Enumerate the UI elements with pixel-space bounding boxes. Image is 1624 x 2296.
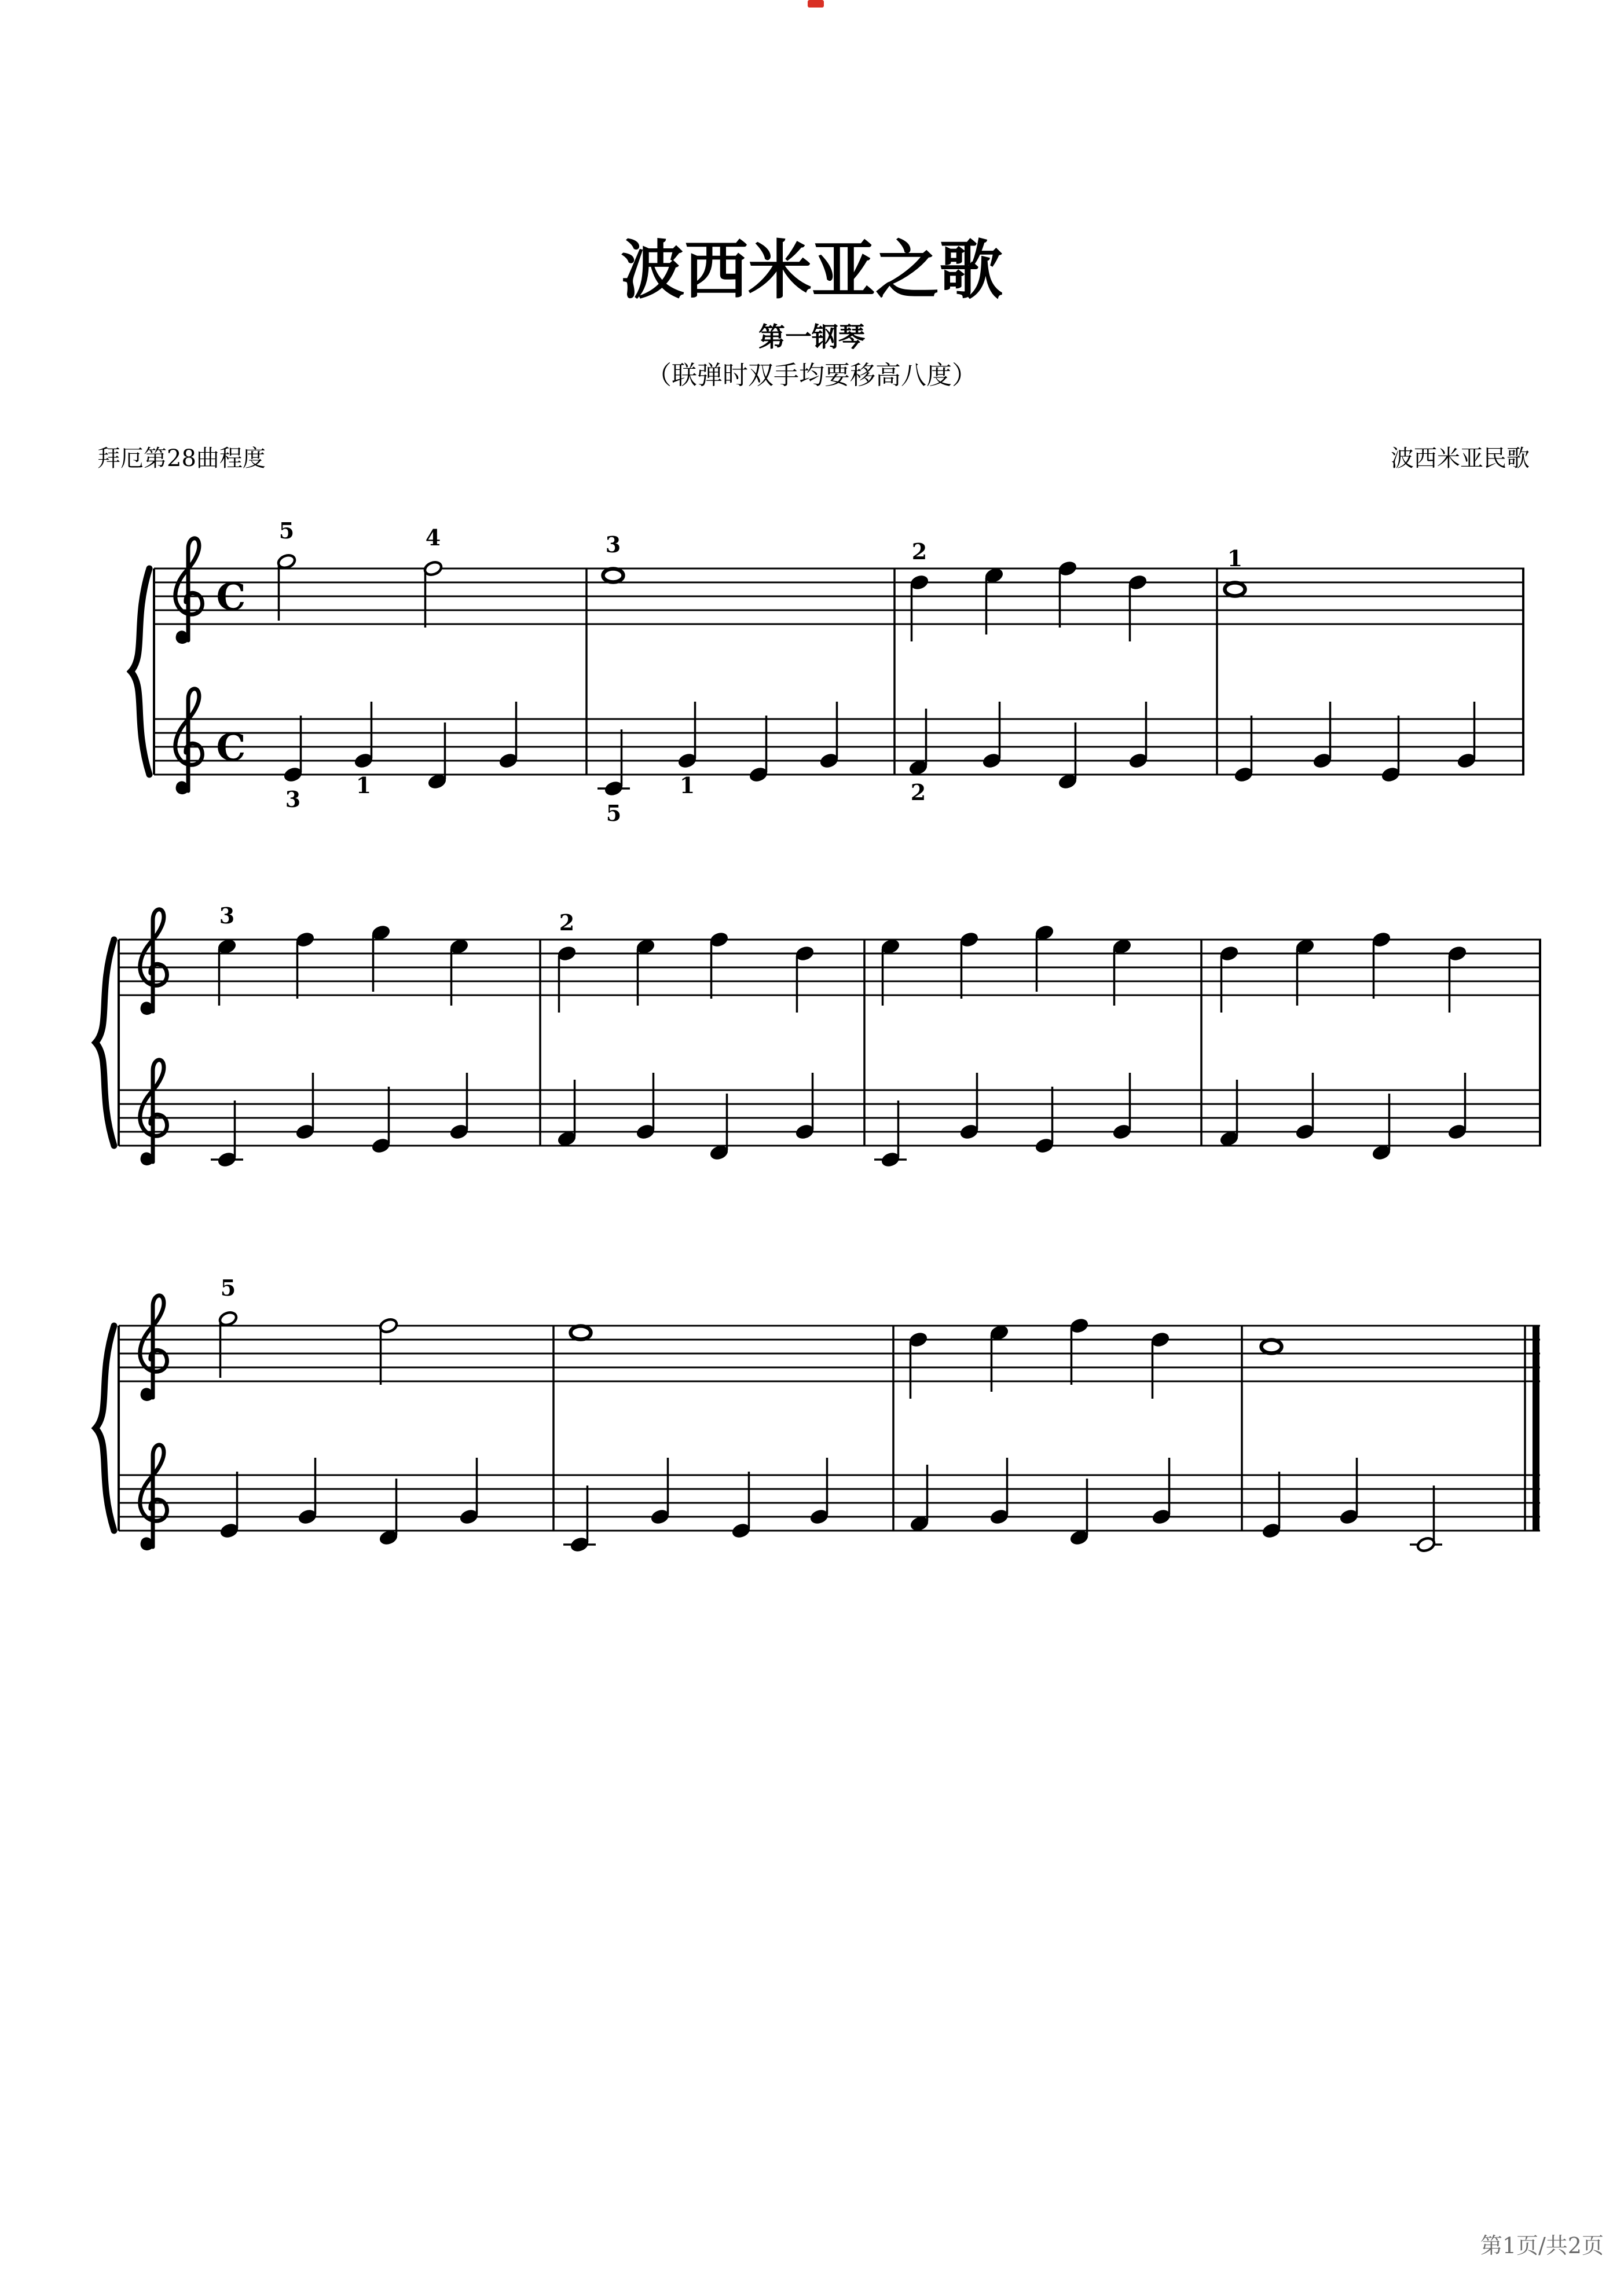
- fingering-number: 1: [679, 772, 695, 798]
- treble-clef-tail: [141, 1153, 153, 1165]
- fingering-number: 5: [278, 518, 295, 544]
- page-number-footer: 第1页/共2页: [1480, 2233, 1604, 2258]
- fingering-number: 3: [219, 903, 235, 929]
- note: [571, 1326, 591, 1340]
- notehead-whole: [571, 1326, 591, 1340]
- time-signature: C: [216, 726, 246, 769]
- piece-subtitle: 第一钢琴: [758, 321, 865, 353]
- fingering-number: 2: [910, 779, 926, 805]
- fingering-number: 2: [559, 909, 575, 936]
- fingering-number: 2: [911, 538, 928, 564]
- treble-clef-tail: [177, 631, 188, 643]
- performance-instruction: （联弹时双手均要移高八度）: [646, 361, 977, 390]
- fingering-number: 4: [425, 525, 441, 551]
- credit-right-source: 波西米亚民歌: [1391, 445, 1530, 472]
- fingering-number: 5: [606, 800, 622, 826]
- credit-left-level: 拜厄第28曲程度: [97, 445, 266, 472]
- note: [1262, 1340, 1282, 1354]
- fingering-number: 3: [285, 786, 301, 812]
- fingering-number: 1: [355, 772, 372, 798]
- treble-clef-tail: [141, 1002, 153, 1014]
- note: [1225, 545, 1245, 596]
- fingering-number: 5: [220, 1275, 236, 1301]
- fingering-number: 1: [1227, 545, 1243, 571]
- top-edge-red-mark: [808, 0, 824, 8]
- final-thick-barline: [1533, 1326, 1539, 1531]
- treble-clef-tail: [177, 782, 188, 794]
- treble-clef-tail: [141, 1388, 153, 1400]
- treble-clef-tail: [141, 1538, 153, 1550]
- notehead-whole: [1225, 583, 1245, 596]
- fingering-number: 3: [605, 531, 621, 558]
- piece-title: 波西米亚之歌: [621, 233, 1003, 307]
- notehead-whole: [1262, 1340, 1282, 1354]
- time-signature: C: [216, 575, 246, 619]
- notehead-whole: [603, 569, 624, 582]
- note: [603, 531, 624, 582]
